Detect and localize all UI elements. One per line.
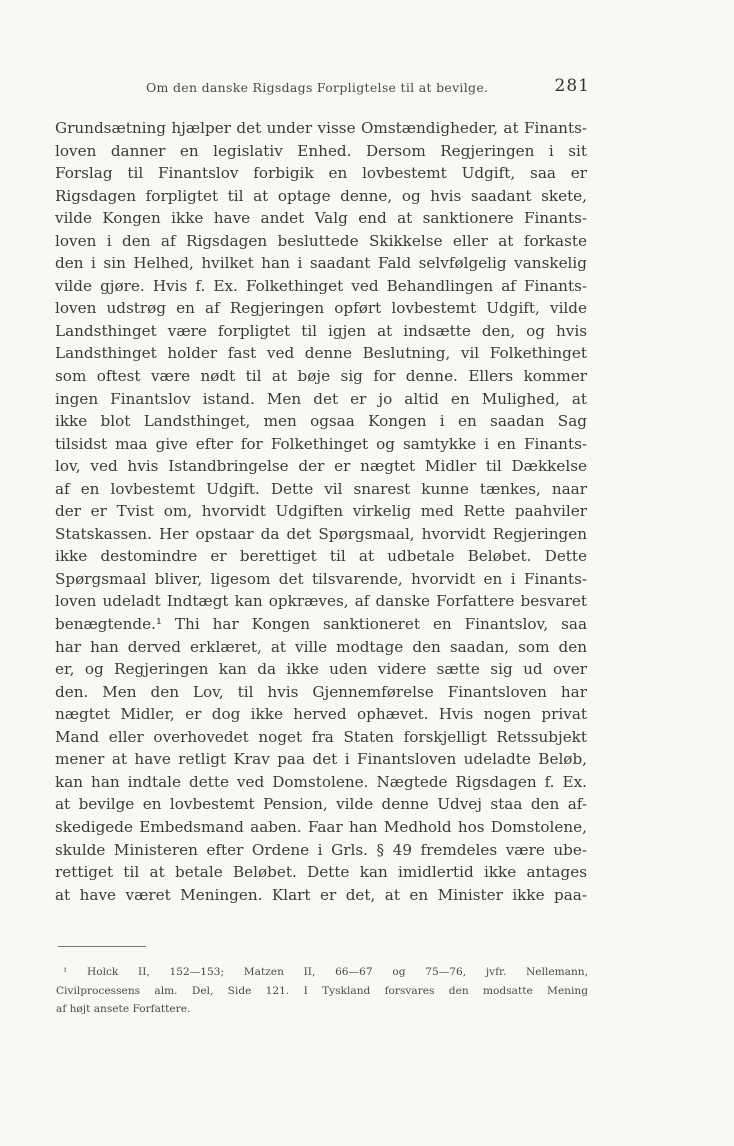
text-line: tilsidst maa give efter for Folkethinget og samtykke i en Finants- (55, 434, 587, 453)
text-line: Grundsætning hjælper det under visse Omstændigheder, at Finants- (55, 119, 587, 137)
text-line: ikke blot Landsthinget, men ogsaa Kongen i en saadan Sag (55, 412, 587, 431)
text-line: Spørgsmaal bliver, ligesom det tilsvarende, hvorvidt en i Finants- (55, 569, 587, 588)
text-line: skulde Ministeren efter Ordene i Grls. § 49 fremdeles være ube- (55, 840, 587, 859)
footnote-line: Civilprocessens alm. Del, Side 121. I Tyskland forsvares den modsatte Mening (56, 984, 588, 997)
text-line: loven danner en legislativ Enhed. Dersom Regjeringen i sit (55, 141, 587, 160)
text-line: vilde Kongen ikke have andet Valg end at sanktionere Finants- (55, 209, 587, 228)
page-header (146, 78, 596, 100)
text-line: lov, ved hvis Istandbringelse der er nægtet Midler til Dækkelse (55, 457, 587, 476)
text-line: Mand eller overhovedet noget fra Staten forskjelligt Retssubjekt (55, 727, 587, 746)
text-line: Landsthinget være forpligtet til igjen at indsætte den, og hvis (55, 321, 587, 340)
text-line: Landsthinget holder fast ved denne Beslutning, vil Folkethinget (55, 344, 587, 363)
text-line: den i sin Helhed, hvilket han i saadant Fald selvfølgelig vanskelig (55, 254, 587, 273)
text-line: har han derved erklæret, at ville modtage den saadan, som den (55, 637, 587, 656)
text-line: nægtet Midler, er dog ikke herved ophævet. Hvis nogen privat (55, 705, 587, 724)
body-text (55, 117, 587, 906)
footnote-line: af højt ansete Forfattere. (56, 1003, 191, 1015)
page-number: 281 (554, 76, 590, 96)
text-line: vilde gjøre. Hvis f. Ex. Folkethinget ved Behandlingen af Finants- (55, 276, 587, 295)
footnote-line: ¹ Holck II, 152—153; Matzen II, 66—67 og 75—76, jvfr. Nellemann, (63, 966, 588, 978)
text-line: at have været Meningen. Klart er det, at en Minister ikke paa- (55, 885, 587, 904)
text-line: kan han indtale dette ved Domstolene. Nægtede Rigsdagen f. Ex. (55, 772, 587, 791)
text-line: Rigsdagen forpligtet til at optage denne, og hvis saadant skete, (55, 186, 587, 205)
running-head: Om den danske Rigsdags Forpligtelse til at bevilge. (146, 80, 489, 95)
text-line: Statskassen. Her opstaar da det Spørgsmaal, hvorvidt Regjeringen (55, 524, 587, 543)
text-line: rettiget til at betale Beløbet. Dette kan imidlertid ikke antages (55, 863, 587, 882)
text-line: at bevilge en lovbestemt Pension, vilde denne Udvej staa den af- (55, 795, 587, 814)
text-line: loven i den af Rigsdagen besluttede Skikkelse eller at forkaste (55, 231, 587, 250)
footnotes (56, 963, 588, 1019)
text-line: loven udeladt Indtægt kan opkræves, af danske Forfattere besvaret (55, 592, 587, 611)
footnote-divider (58, 946, 146, 947)
text-line: Forslag til Finantslov forbigik en lovbestemt Udgift, saa er (55, 164, 587, 183)
text-line: ikke destomindre er berettiget til at udbetale Beløbet. Dette (55, 547, 587, 566)
text-line: den. Men den Lov, til hvis Gjennemførelse Finantsloven har (55, 682, 587, 701)
text-line: af en lovbestemt Udgift. Dette vil snarest kunne tænkes, naar (55, 479, 587, 498)
text-line: skedigede Embedsmand aaben. Faar han Medhold hos Domstolene, (55, 817, 587, 836)
text-line: er, og Regjeringen kan da ikke uden videre sætte sig ud over (55, 660, 587, 679)
text-line: som oftest være nødt til at bøje sig for denne. Ellers kommer (55, 367, 587, 386)
text-line: loven udstrøg en af Regjeringen opført lovbestemt Udgift, vilde (55, 299, 587, 318)
text-line: der er Tvist om, hvorvidt Udgiften virkelig med Rette paahviler (55, 502, 587, 521)
text-line: ingen Finantslov istand. Men det er jo altid en Mulighed, at (55, 389, 587, 408)
text-line: benægtende.¹ Thi har Kongen sanktioneret en Finantslov, saa (55, 615, 587, 634)
text-line: mener at have retligt Krav paa det i Finantsloven udeladte Beløb, (55, 750, 587, 769)
